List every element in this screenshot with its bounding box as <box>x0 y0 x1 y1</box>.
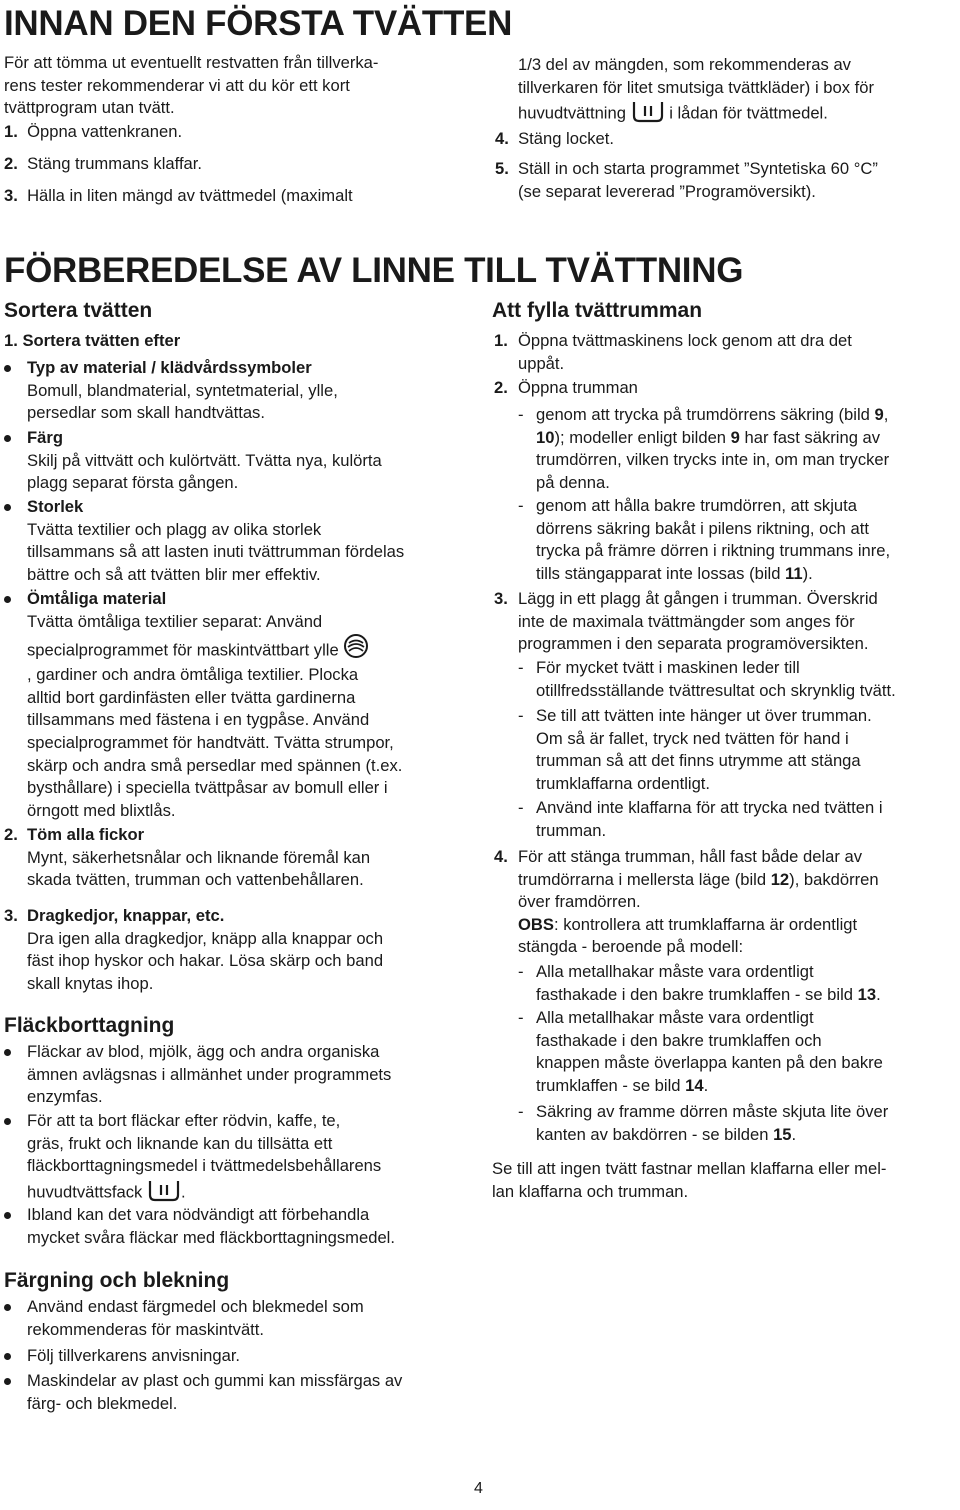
step-2: 2. Stäng trummans klaffar. <box>4 154 203 173</box>
intro-paragraph: För att tömma ut eventuellt restvatten från tillverka- rens tester rekommenderar vi att du kör ett kort tvättprogram utan tvätt. <box>4 53 379 118</box>
fill-step-3-dash-1: - För mycket tvätt i maskinen leder till otillfredsställande tvättresultat och skrynklig tvätt. <box>518 658 896 700</box>
bullet-dot <box>4 1304 11 1311</box>
main-wash-compartment-icon <box>631 99 665 130</box>
page-number: 4 <box>474 1480 483 1497</box>
section-title: FÖRBEREDELSE AV LINNE TILL TVÄTTNING <box>4 251 744 290</box>
bullet-dot <box>4 1378 11 1385</box>
bullet-dot <box>4 365 11 372</box>
fill-step-4-dash-3: - Säkring av framme dörren måste skjuta lite över kanten av bakdörren - se bilden 15. <box>518 1102 889 1144</box>
stain-bullet-3: Ibland kan det vara nödvändigt att förbehandla mycket svåra fläckar med fläckborttagningsmedel. <box>4 1204 474 1249</box>
stain-bullet-2: För att ta bort fläckar efter rödvin, kaffe, te, gräs, frukt och liknande kan du tillsätta ett fläckborttagningsmedel i tvättmedelsbehållarens huvudtvättsfack . <box>4 1110 474 1208</box>
bullet-dot <box>4 596 11 603</box>
page-title: INNAN DEN FÖRSTA TVÄTTEN <box>4 4 513 43</box>
stain-bullet-1: Fläckar av blod, mjölk, ägg och andra organiska ämnen avlägsnas i allmänhet under programmets enzymfas. <box>4 1041 474 1109</box>
fill-step-3-dash-3: - Använd inte klaffarna för att trycka ned tvätten i trumman. <box>518 798 883 840</box>
dye-bleach-heading: Färgning och blekning <box>4 1269 230 1292</box>
step-1: 1. Öppna vattenkranen. <box>4 122 183 141</box>
step-3: 3. Hälla in liten mängd av tvättmedel (maximalt <box>4 186 353 205</box>
bullet-dot <box>4 504 11 511</box>
delicate-bullet: Ömtåliga material Tvätta ömtåliga textilier separat: Använd specialprogrammet för maskintvättbart ylle , gardiner och andra ömtåliga textilier. Plocka alltid bort gardinfästen eller tvätta gardinerna tillsammans med fästena i en tygpåse. Använd specialprogrammet för handtvätt. Tvätta strumpor, skärp och andra små persedlar med spännen (t.ex. bysthållare) i speciella tvättpåsar av bomull eller i örngott med blixtlås. <box>4 588 474 822</box>
fill-step-4-dash-1: - Alla metallhakar måste vara ordentligt fasthakade i den bakre trumklaffen - se bild 13. <box>518 962 881 1004</box>
size-bullet: Storlek Tvätta textilier och plagg av olika storlek tillsammans så att lasten inuti tvättrumman fördelas bättre och så att tvätten blir mer effektiv. <box>4 496 474 586</box>
stain-removal-heading: Fläckborttagning <box>4 1014 175 1037</box>
material-bullet: Typ av material / klädvårdssymboler Bomull, blandmaterial, syntetmaterial, ylle, persedlar som skall handtvättas. <box>4 357 474 425</box>
sort-item-2: 2. Töm alla fickor Mynt, säkerhetsnålar och liknande föremål kan skada tvätten, trumman och vattenbehållaren. <box>4 825 371 890</box>
dye-bullet-1: Använd endast färgmedel och blekmedel som rekommenderas för maskintvätt. <box>4 1296 474 1341</box>
fill-drum-heading: Att fylla tvättrumman <box>492 299 703 322</box>
bullet-dot <box>4 1049 11 1056</box>
fill-step-2: 2. Öppna trumman <box>494 378 638 397</box>
final-note: Se till att ingen tvätt fastnar mellan klaffarna eller mel- lan klaffarna och trumman. <box>492 1159 887 1201</box>
fill-step-4: 4. För att stänga trumman, håll fast både delar av trumdörrarna i mellersta läge (bild 12), bakdörren över framdörren. OBS: kontrollera att trumklaffarna är ordentligt stängda - beroende på modell: <box>494 847 879 957</box>
dye-bullet-2: Följ tillverkarens anvisningar. <box>4 1345 474 1368</box>
bullet-dot <box>4 1212 11 1219</box>
fill-step-2-dash-1: - genom att trycka på trumdörrens säkring (bild 9, 10); modeller enligt bilden 9 har fast säkring av trumdörren, vilken trycks inte in, om man trycker på denna. <box>518 405 890 492</box>
fill-step-2-dash-2: - genom att hålla bakre trumdörren, att skjuta dörrens säkring bakåt i pilens riktning, och att trycka på främre dörren i riktning trummans inre, tills stängapparat inte lossas (bild 11). <box>518 496 891 583</box>
bullet-dot <box>4 1118 11 1125</box>
fill-step-3-dash-2: - Se till att tvätten inte hänger ut över trumman. Om så är fallet, tryck ned tvätten för hand i trumman så att det finns utrymme att stänga trumklaffarna ordentligt. <box>518 706 872 793</box>
sortera-heading: Sortera tvätten <box>4 299 153 322</box>
bullet-dot <box>4 435 11 442</box>
obs-label: OBS <box>518 914 554 934</box>
step-3-continued: 1/3 del av mängden, som rekommenderas av tillverkaren för litet smutsiga tvättkläder) i box för huvudtvättning i lådan för tvättmedel. <box>518 54 958 130</box>
step-4: 4. Stäng locket. <box>495 129 615 148</box>
fill-step-1: 1. Öppna tvättmaskinens lock genom att dra det uppåt. <box>494 331 852 373</box>
dye-bullet-3: Maskindelar av plast och gummi kan missfärgas av färg- och blekmedel. <box>4 1370 474 1415</box>
step-5: 5. Ställ in och starta programmet ”Syntetiska 60 °C” (se separat levererad ”Programöversikt). <box>495 159 878 201</box>
fill-step-4-dash-2: - Alla metallhakar måste vara ordentligt fasthakade i den bakre trumklaffen och knappen måste överlappa kanten på den bakre trumklaffen - se bild 14. <box>518 1008 883 1095</box>
bullet-dot <box>4 1353 11 1360</box>
color-bullet: Färg Skilj på vittvätt och kulörtvätt. Tvätta nya, kulörta plagg separat första gången. <box>4 427 474 495</box>
fill-step-3: 3. Lägg in ett plagg åt gången i trumman. Överskrid inte de maximala tvättmängder som anges för programmen i den separata programöversikten. <box>494 589 878 654</box>
sort-item-3: 3. Dragkedjor, knappar, etc. Dra igen alla dragkedjor, knäpp alla knappar och fäst ihop hyskor och hakar. Lösa skärp och band skall knytas ihop. <box>4 906 384 993</box>
sort-item-1: 1. Sortera tvätten efter <box>4 331 181 350</box>
